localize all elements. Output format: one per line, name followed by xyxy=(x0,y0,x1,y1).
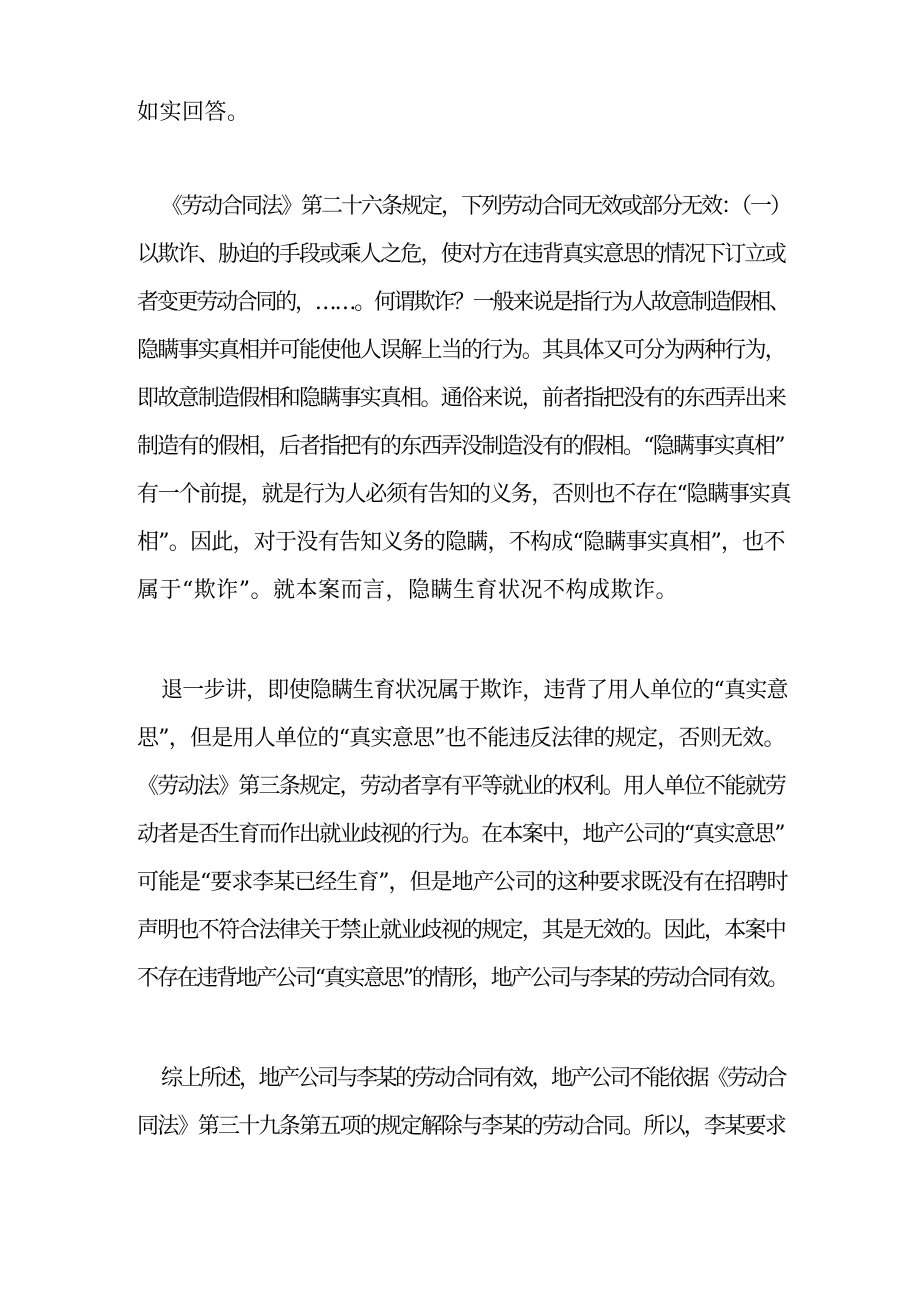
text-line: 动者是否生育而作出就业歧视的行为。在本案中，地产公司的“真实意思” xyxy=(137,822,784,847)
text-line: 《劳动法》第三条规定，劳动者享有平等就业的权利。用人单位不能就劳 xyxy=(137,774,786,799)
text-line: 即故意制造假相和隐瞒事实真相。通俗来说，前者指把没有的东西弄出来 xyxy=(137,386,786,411)
text-line: 如实回答。 xyxy=(137,100,250,125)
text-line: 《劳动合同法》第二十六条规定，下列劳动合同无效或部分无效：（一） xyxy=(161,194,791,219)
text-line: 综上所述，地产公司与李某的劳动合同有效，地产公司不能依据《劳动合 xyxy=(161,1066,786,1091)
text-line: 属于“欺诈”。就本案而言，隐瞒生育状况不构成欺诈。 xyxy=(137,578,678,603)
text-line: 退一步讲，即使隐瞒生育状况属于欺诈，违背了用人单位的“真实意 xyxy=(161,678,788,703)
text-line: 不存在违背地产公司“真实意思”的情形，地产公司与李某的劳动合同有效。 xyxy=(137,966,787,991)
text-line: 同法》第三十九条第五项的规定解除与李某的劳动合同。所以，李某要求 xyxy=(137,1114,786,1139)
text-line: 声明也不符合法律关于禁止就业歧视的规定，其是无效的。因此，本案中 xyxy=(137,918,786,943)
text-line: 者变更劳动合同的，……。何谓欺诈？一般来说是指行为人故意制造假相、 xyxy=(137,290,789,315)
text-line: 以欺诈、胁迫的手段或乘人之危，使对方在违背真实意思的情况下订立或 xyxy=(137,242,786,267)
text-line: 可能是“要求李某已经生育”，但是地产公司的这种要求既没有在招聘时 xyxy=(137,870,788,895)
text-line: 隐瞒事实真相并可能使他人误解上当的行为。其具体又可分为两种行为， xyxy=(137,338,786,363)
text-line: 制造有的假相，后者指把有的东西弄没制造没有的假相。“隐瞒事实真相” xyxy=(137,434,784,459)
text-line: 思”，但是用人单位的“真实意思”也不能违反法律的规定，否则无效。 xyxy=(137,726,785,751)
text-line: 相”。因此，对于没有告知义务的隐瞒，不构成“隐瞒事实真相”，也不 xyxy=(137,530,785,555)
text-line: 有一个前提，就是行为人必须有告知的义务，否则也不存在“隐瞒事实真 xyxy=(137,482,791,507)
